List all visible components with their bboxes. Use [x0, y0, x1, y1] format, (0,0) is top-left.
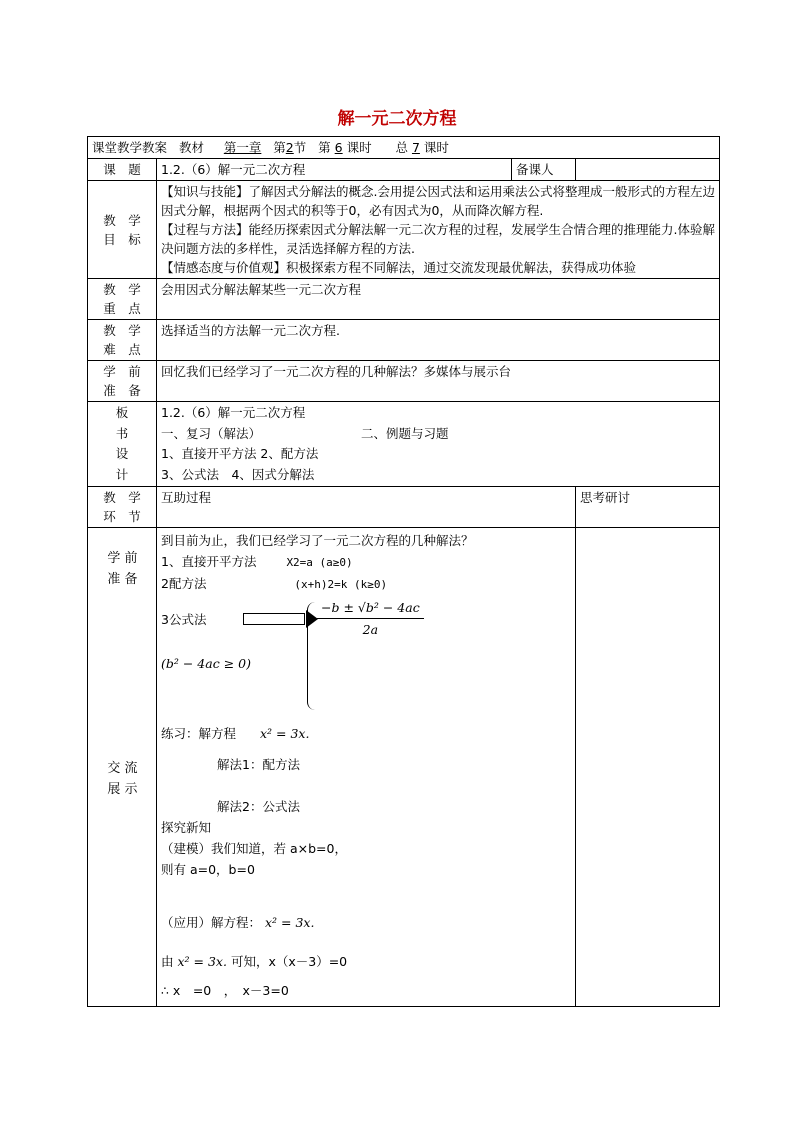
key-label-2: 重 点	[103, 301, 141, 316]
explore-heading: 探究新知	[161, 820, 212, 835]
goal-attitude: 【情感态度与价值观】积极探索方程不同解法，通过交流发现最优解法，获得成功体验	[161, 260, 637, 275]
modeling-line: （建模）我们知道，若 a×b=0，	[161, 841, 347, 856]
goals-label-1: 教 学	[103, 212, 141, 228]
apply-equation: x² = 3x.	[265, 915, 315, 930]
discriminant-condition: (b² − 4ac ≥ 0)	[161, 656, 251, 671]
method-1: 1、直接开平方法	[161, 554, 257, 569]
side-exchange-1: 交 流	[107, 761, 138, 776]
side-prep-2: 准 备	[107, 572, 138, 587]
method-3: 3公式法	[161, 612, 207, 627]
formula-numerator: −b ± √b² − 4ac	[317, 597, 424, 619]
solution-1: 解法1：配方法	[217, 757, 300, 772]
board-review: 一、复习（解法）	[161, 425, 262, 441]
method-2-line	[161, 573, 571, 595]
topic-value: 1.2.（6）解一元二次方程	[157, 159, 512, 181]
prep-label-2: 准 备	[103, 383, 141, 398]
goals-row	[88, 181, 720, 279]
then-line: 则有 a=0，b=0	[161, 862, 255, 877]
board-label-3: 设	[115, 446, 129, 461]
quadratic-formula	[317, 597, 424, 640]
board-examples: 二、例题与习题	[360, 425, 449, 441]
goal-process: 【过程与方法】能经历探索因式分解法解一元二次方程的过程，发展学生合情合理的推理能力.体验解决问题方法的多样性，灵活选择解方程的方法.	[161, 222, 715, 256]
period-suffix: 课时	[346, 140, 372, 155]
board-line-3: 1、直接开平方法 2、配方法	[161, 446, 319, 461]
method-3-line	[161, 595, 571, 645]
method-1-line	[161, 551, 571, 573]
process-body-row	[88, 528, 720, 1007]
process-content	[161, 530, 571, 1001]
from-line	[161, 951, 571, 972]
side-exchange-block	[88, 758, 157, 800]
difficulty-row	[88, 320, 720, 361]
total-number: 7	[411, 140, 420, 155]
side-prep-block	[88, 548, 157, 590]
method-2: 2配方法	[161, 576, 207, 591]
process-header-row	[88, 487, 720, 528]
prepared-by-value	[576, 159, 720, 181]
period-prefix: 第	[318, 140, 331, 155]
arrow-icon	[243, 613, 305, 625]
section-prefix: 第	[273, 140, 286, 155]
board-label-4: 计	[115, 466, 129, 482]
total-prefix: 总	[395, 140, 408, 155]
intro-question: 到目前为止，我们已经学习了一元二次方程的几种解法？	[161, 533, 474, 548]
board-label-1: 板	[115, 405, 129, 420]
formula-denominator: 2a	[362, 622, 379, 637]
chapter-value: 第一章	[223, 140, 262, 155]
stage-label-1: 教 学	[103, 490, 141, 505]
apply-label: （应用）解方程：	[161, 915, 262, 930]
header-row	[88, 137, 720, 159]
reflection-cell	[576, 528, 720, 1007]
total-suffix: 课时	[423, 140, 449, 155]
side-exchange-2: 展 示	[107, 782, 138, 797]
board-line-4: 3、公式法 4、因式分解法	[161, 466, 315, 482]
side-prep-1: 学 前	[107, 551, 138, 566]
topic-row	[88, 159, 720, 181]
key-points-row	[88, 279, 720, 320]
condition-line	[161, 645, 571, 699]
therefore-line: ∴ x =0 ， x－3=0	[161, 983, 289, 998]
left-brace	[307, 602, 316, 710]
board-line-1: 1.2.（6）解一元二次方程	[161, 405, 306, 420]
from-suffix: 可知，x（x－3）=0	[230, 954, 348, 969]
topic-label: 课 题	[88, 159, 157, 181]
practice-line	[161, 723, 571, 744]
material-label: 教材	[178, 140, 204, 155]
difficulty-label-2: 难 点	[103, 342, 141, 357]
from-prefix: 由	[161, 954, 174, 969]
stage-label-2: 环 节	[103, 509, 141, 524]
preparation-row	[88, 361, 720, 402]
goals-label-2: 目 标	[103, 231, 141, 247]
section-suffix: 节	[293, 140, 307, 155]
board-design-row	[88, 402, 720, 487]
practice-label: 练习：解方程	[161, 726, 237, 741]
from-equation: x² = 3x.	[177, 954, 227, 969]
header-label: 课堂教学教案	[92, 140, 168, 155]
process-header-right: 思考研讨	[576, 487, 720, 528]
prep-label-1: 学 前	[103, 364, 141, 379]
blank-line	[161, 699, 571, 723]
solution-2: 解法2：公式法	[217, 799, 300, 814]
method-2-equation: (x+h)2=k (k≥0)	[294, 578, 388, 591]
difficulty-label-1: 教 学	[103, 323, 141, 338]
goal-knowledge: 【知识与技能】了解因式分解法的概念.会用提公因式法和运用乘法公式将整理成一般形式的方程左边因式分解，根据两个因式的积等于0，必有因式为0，从而降次解方程.	[161, 184, 715, 218]
section-number: 2	[285, 140, 294, 155]
key-label-1: 教 学	[103, 282, 141, 297]
lesson-plan-table	[87, 136, 720, 1007]
board-line-2	[161, 424, 715, 445]
prep-value: 回忆我们已经学习了一元二次方程的几种解法？多媒体与展示台	[157, 361, 720, 402]
difficulty-value: 选择适当的方法解一元二次方程.	[157, 320, 720, 361]
practice-equation: x² = 3x.	[259, 726, 310, 741]
key-points-value: 会用因式分解法解某些一元二次方程	[157, 279, 720, 320]
apply-line	[161, 912, 571, 933]
method-1-equation: X2=a (a≥0)	[286, 556, 353, 569]
prepared-by-label: 备课人	[512, 159, 576, 181]
board-label-2: 书	[115, 425, 129, 441]
period-number: 6	[334, 140, 343, 155]
document-title: 解一元二次方程	[337, 109, 457, 129]
process-header-mid: 互助过程	[157, 487, 576, 528]
